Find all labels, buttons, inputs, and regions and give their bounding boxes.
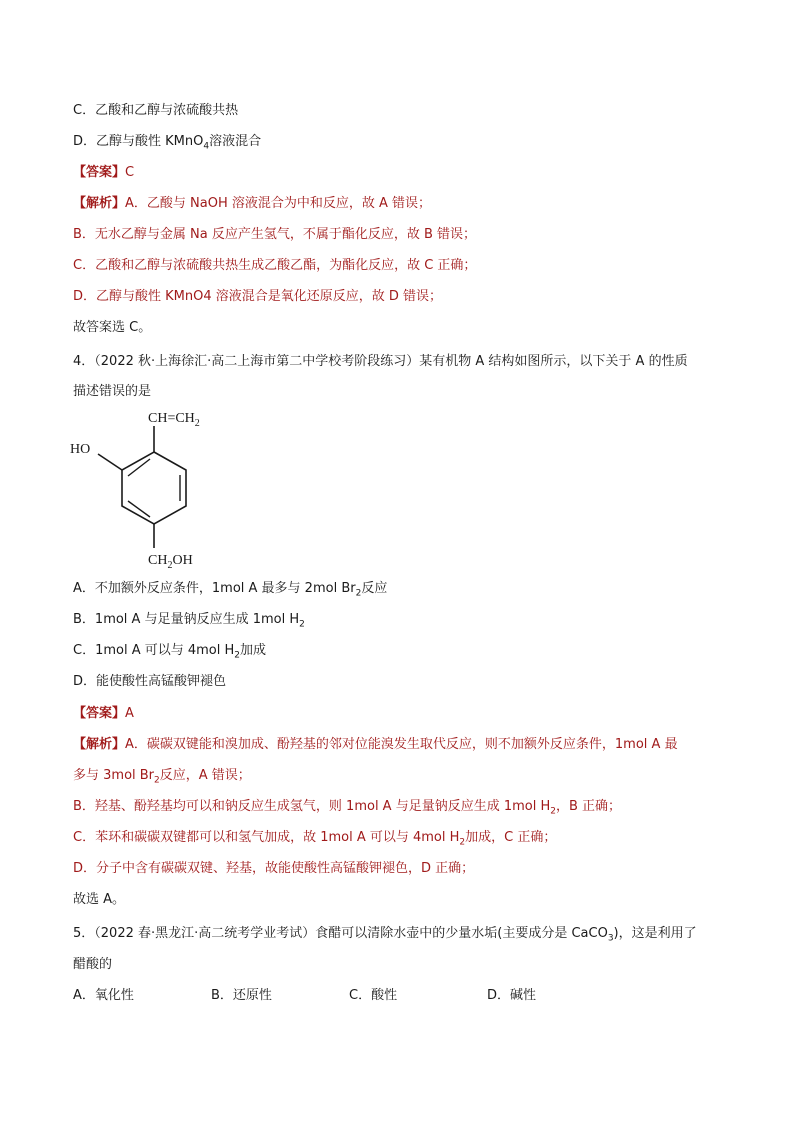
- answer-value: C: [125, 165, 135, 180]
- q4-conclusion: 故选 A。: [73, 892, 126, 907]
- analysis-label: 【解析】: [73, 737, 126, 752]
- q4-stem-line1: 4．（2022 秋·上海徐汇·高二上海市第二中学校考阶段练习）某有机物 A 结构如图所示，以下关于 A 的性质: [73, 354, 688, 369]
- q5-option-b: B．还原性: [211, 988, 272, 1003]
- q5-option-c: C．酸性: [349, 988, 398, 1003]
- q4-analysis-a1: 【解析】A．碳碳双键能和溴加成、酚羟基的邻对位能溴发生取代反应，则不加额外反应条件，1mol A 最: [73, 737, 678, 752]
- q5-stem-line1: 5．（2022 春·黑龙江·高二统考学业考试）食醋可以清除水壶中的少量水垢(主要成分是 CaCO$_3$)，这是利用了: [73, 926, 697, 944]
- q4-option-c: C．1mol A 可以与 4mol $H_2$加成: [73, 643, 267, 661]
- ring-double-bond-upper-left: [128, 459, 150, 476]
- benzene-ring: [122, 452, 186, 524]
- q5-options: [73, 987, 536, 1005]
- answer-label: 【答案】: [73, 165, 126, 180]
- q5-option-d: D．碱性: [487, 988, 537, 1003]
- group-hydroxymethyl: $CH_2OH$: [148, 553, 193, 571]
- q3-analysis-d: D．乙醇与酸性 KMnO4 溶液混合是氧化还原反应，故 D 错误；: [73, 289, 443, 304]
- q4-option-b: B．1mol A 与足量钠反应生成 1mol $H_2$: [73, 612, 305, 630]
- structure-diagram: [66, 404, 226, 572]
- q3-conclusion: 故答案选 C。: [73, 320, 152, 335]
- q4-analysis-a2: 多与 3mol $Br_2$反应，A 错误；: [73, 768, 251, 786]
- q4-analysis-d: D．分子中含有碳碳双键、羟基，故能使酸性高锰酸钾褪色，D 正确；: [73, 861, 475, 876]
- q4-analysis-c: C．苯环和碳碳双键都可以和氢气加成，故 1mol A 可以与 4mol $H_2$加成，C 正确；: [73, 830, 557, 848]
- analysis-label: 【解析】: [73, 196, 126, 211]
- ring-double-bond-lower-left: [128, 501, 150, 517]
- q3-option-c: C．乙酸和乙醇与浓硫酸共热: [73, 103, 239, 118]
- q4-analysis-b: B．羟基、酚羟基均可以和钠反应生成氢气，则 1mol A 与足量钠反应生成 1mol $H_2$，B 正确；: [73, 799, 622, 817]
- group-vinyl: $CH=CH_2$: [148, 411, 200, 429]
- q4-option-a: A．不加额外反应条件，1mol A 最多与 2mol $Br_2$反应: [73, 581, 388, 599]
- answer-value: A: [125, 706, 134, 721]
- group-hydroxyl: HO: [70, 442, 91, 457]
- q3-analysis-b: B．无水乙醇与金属 Na 反应产生氢气，不属于酯化反应，故 B 错误；: [73, 227, 477, 242]
- q4-stem-line2: 描述错误的是: [73, 384, 152, 399]
- q5-stem-line2: 醋酸的: [73, 957, 113, 972]
- answer-label: 【答案】: [73, 706, 126, 721]
- q3-answer: [73, 164, 134, 182]
- q4-answer: [73, 705, 134, 723]
- q5-option-a: A．氧化性: [73, 988, 134, 1003]
- q4-option-d: D．能使酸性高锰酸钾褪色: [73, 674, 227, 689]
- q3-option-d: D．乙醇与酸性 KMnO$_4$溶液混合: [73, 134, 262, 152]
- bond-hydroxyl: [98, 454, 122, 470]
- q3-analysis-c: C．乙酸和乙醇与浓硫酸共热生成乙酸乙酯，为酯化反应，故 C 正确；: [73, 258, 477, 273]
- q3-analysis-a: 【解析】A．乙酸与 NaOH 溶液混合为中和反应，故 A 错误；: [73, 196, 432, 211]
